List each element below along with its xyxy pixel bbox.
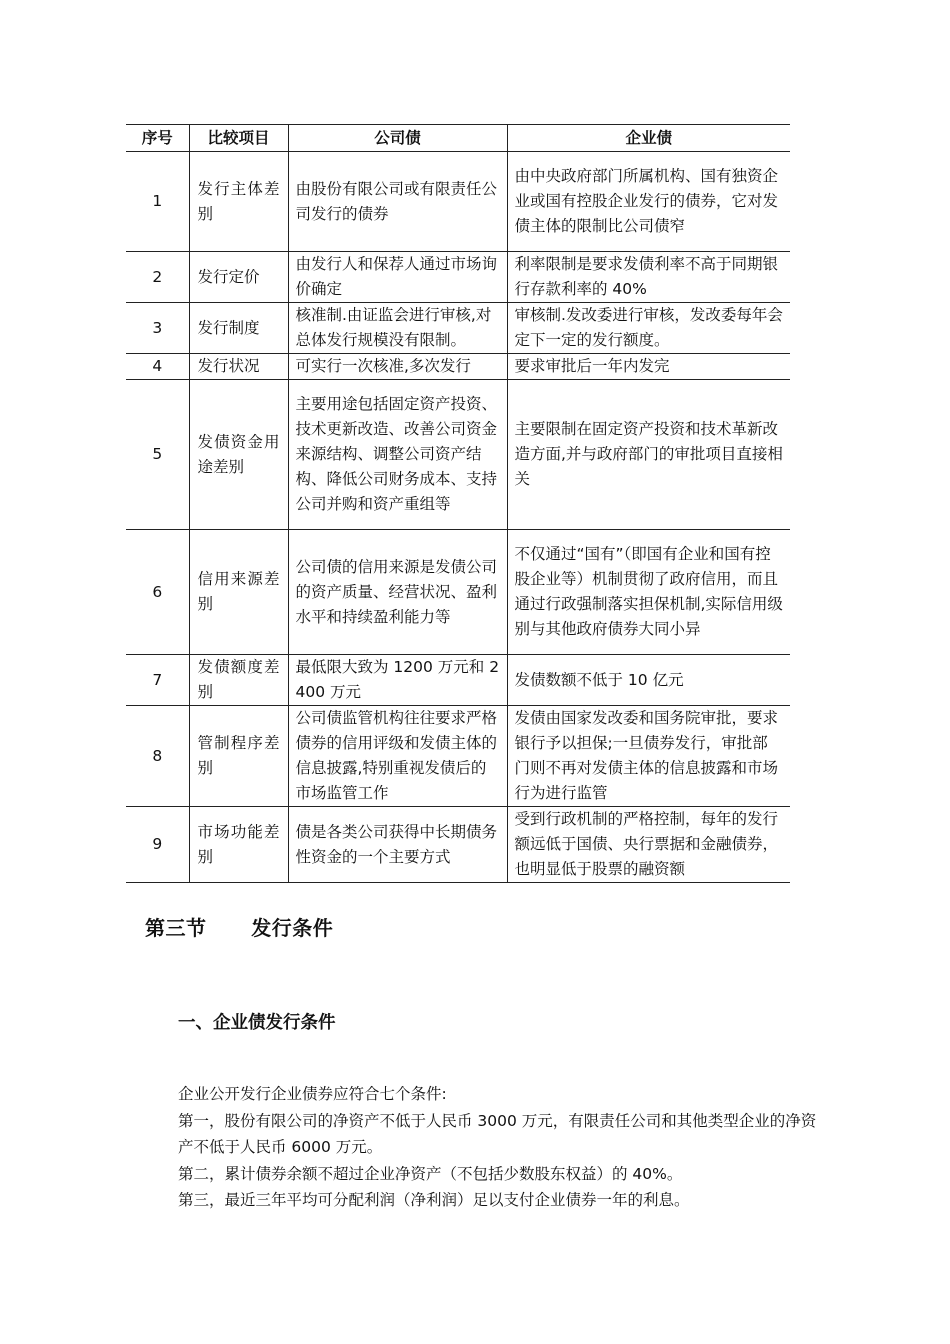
row-enterprise: 主要限制在固定资产投资和技术革新改造方面,并与政府部门的审批项目直接相关 [507, 380, 790, 530]
row-enterprise: 发债数额不低于 10 亿元 [507, 655, 790, 706]
table-row [126, 706, 790, 807]
table-row [126, 530, 790, 655]
row-corporate: 可实行一次核准,多次发行 [288, 354, 507, 380]
paragraph: 第三，最近三年平均可分配利润（净利润）足以支付企业债券一年的利息。 [178, 1191, 690, 1209]
table-row [126, 152, 790, 252]
body-text [178, 1081, 818, 1214]
row-corporate: 核准制.由证监会进行审核,对总体发行规模没有限制。 [288, 303, 507, 354]
row-enterprise: 利率限制是要求发债利率不高于同期银行存款利率的 40% [507, 252, 790, 303]
row-no: 6 [126, 530, 189, 655]
row-corporate: 最低限大致为 1200 万元和 2400 万元 [288, 655, 507, 706]
row-corporate: 公司债的信用来源是发债公司的资产质量、经营状况、盈利水平和持续盈利能力等 [288, 530, 507, 655]
header-no: 序号 [126, 125, 189, 152]
sub-title: 一、企业债发行条件 [178, 1013, 336, 1033]
row-item: 管制程序差别 [189, 706, 288, 807]
row-corporate: 债是各类公司获得中长期债务性资金的一个主要方式 [288, 807, 507, 883]
row-corporate: 由股份有限公司或有限责任公司发行的债券 [288, 152, 507, 252]
header-item: 比较项目 [189, 125, 288, 152]
table-row [126, 655, 790, 706]
row-no: 1 [126, 152, 189, 252]
row-item: 发债额度差别 [189, 655, 288, 706]
table-row [126, 380, 790, 530]
row-enterprise: 审核制.发改委进行审核，发改委每年会定下一定的发行额度。 [507, 303, 790, 354]
row-item: 发行主体差别 [189, 152, 288, 252]
row-no: 4 [126, 354, 189, 380]
table-row [126, 303, 790, 354]
paragraph: 企业公开发行企业债券应符合七个条件: [178, 1085, 447, 1103]
row-enterprise: 不仅通过“国有”（即国有企业和国有控股企业等）机制贯彻了政府信用，而且通过行政强制落实担保机制,实际信用级别与其他政府债券大同小异 [507, 530, 790, 655]
row-no: 3 [126, 303, 189, 354]
row-no: 7 [126, 655, 189, 706]
paragraph: 第二，累计债券余额不超过企业净资产（不包括少数股东权益）的 40%。 [178, 1164, 683, 1183]
row-enterprise: 由中央政府部门所属机构、国有独资企业或国有控股企业发行的债券，它对发债主体的限制比公司债窄 [507, 152, 790, 252]
row-item: 发行状况 [189, 354, 288, 380]
row-enterprise: 发债由国家发改委和国务院审批，要求银行予以担保;一旦债券发行，审批部门则不再对发债主体的信息披露和市场行为进行监管 [507, 706, 790, 807]
row-item: 信用来源差别 [189, 530, 288, 655]
table-row [126, 354, 790, 380]
row-item: 市场功能差别 [189, 807, 288, 883]
row-no: 2 [126, 252, 189, 303]
paragraph: 第一，股份有限公司的净资产不低于人民币 3000 万元，有限责任公司和其他类型企业的净资产不低于人民币 6000 万元。 [178, 1111, 817, 1156]
row-no: 5 [126, 380, 189, 530]
table-header-row [126, 125, 790, 152]
row-item: 发行定价 [189, 252, 288, 303]
row-enterprise: 要求审批后一年内发完 [507, 354, 790, 380]
row-enterprise: 受到行政机制的严格控制，每年的发行额远低于国债、央行票据和金融债券，也明显低于股票的融资额 [507, 807, 790, 883]
table-row [126, 252, 790, 303]
row-no: 8 [126, 706, 189, 807]
bond-comparison-table [126, 124, 790, 883]
row-no: 9 [126, 807, 189, 883]
header-enterprise-bond: 企业债 [507, 125, 790, 152]
row-item: 发债资金用途差别 [189, 380, 288, 530]
row-corporate: 主要用途包括固定资产投资、技术更新改造、改善公司资金来源结构、调整公司资产结构、降低公司财务成本、支持公司并购和资产重组等 [288, 380, 507, 530]
row-corporate: 由发行人和保荐人通过市场询价确定 [288, 252, 507, 303]
section-title: 第三节 发行条件 [145, 916, 334, 940]
table-row [126, 807, 790, 883]
row-corporate: 公司债监管机构往往要求严格债券的信用评级和发债主体的信息披露,特别重视发债后的市场监管工作 [288, 706, 507, 807]
header-corporate-bond: 公司债 [288, 125, 507, 152]
row-item: 发行制度 [189, 303, 288, 354]
